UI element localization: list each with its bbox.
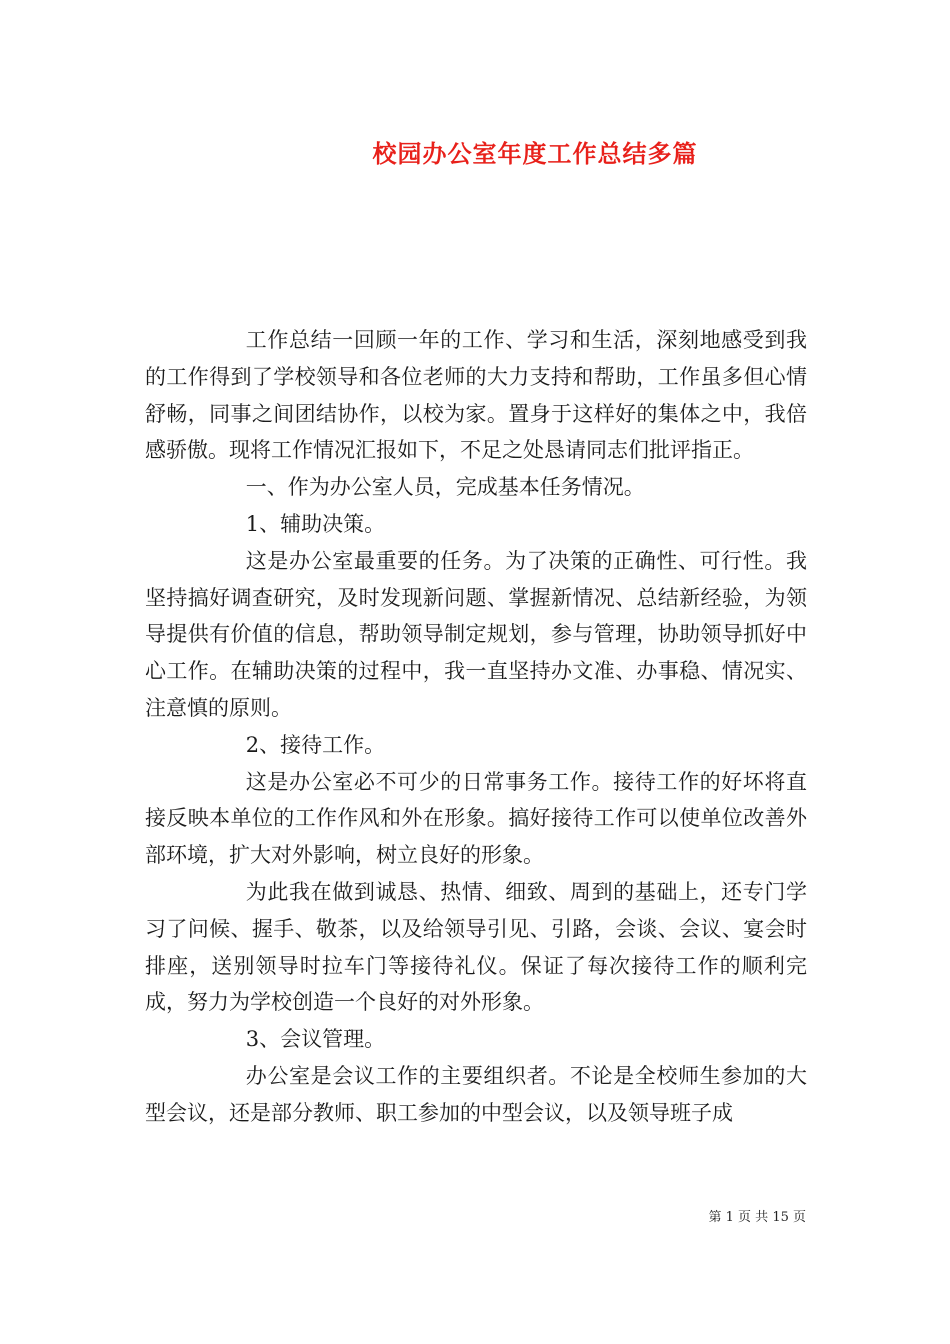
subheading-meeting-management: 3、会议管理。 [245, 1027, 386, 1052]
paragraph-reception: 这是办公室必不可少的日常事务工作。接待工作的好坏将直接反映本单位的工作作风和外在形象。搞好接待工作可以使单位改善外部环境，扩大对外影响，树立良好的形象。 [145, 769, 807, 868]
paragraph-assist-decision: 这是办公室最重要的任务。为了决策的正确性、可行性。我坚持搞好调查研究，及时发现新问题、掌握新情况、总结新经验，为领导提供有价值的信息，帮助领导制定规划，参与管理，协助领导抓好中心工作。在辅助决策的过程中，我一直坚持办文准、办事稳、情况实、注意慎的原则。 [145, 548, 807, 720]
page-number-footer: 第 1 页 共 15 页 [708, 1210, 806, 1225]
paragraph-reception-etiquette: 为此我在做到诚恳、热情、细致、周到的基础上，还专门学习了问候、握手、敬茶，以及给领导引见、引路，会谈、会议、宴会时排座，送别领导时拉车门等接待礼仪。保证了每次接待工作的顺利完成，努力为学校创造一个良好的对外形象。 [145, 879, 807, 1015]
document-body [145, 322, 807, 1132]
paragraph-meeting-management: 办公室是会议工作的主要组织者。不论是全校师生参加的大型会议，还是部分教师、职工参加的中型会议，以及领导班子成 [145, 1063, 807, 1125]
subheading-reception: 2、接待工作。 [245, 732, 386, 757]
section-heading-1: 一、作为办公室人员，完成基本任务情况。 [245, 475, 645, 500]
subheading-assist-decision: 1、辅助决策。 [245, 511, 386, 536]
paragraph-intro: 工作总结一回顾一年的工作、学习和生活，深刻地感受到我的工作得到了学校领导和各位老师的大力支持和帮助，工作虽多但心情舒畅，同事之间团结协作，以校为家。置身于这样好的集体之中，我倍感骄傲。现将工作情况汇报如下，不足之处恳请同志们批评指正。 [145, 328, 807, 463]
document-title: 校园办公室年度工作总结多篇 [372, 139, 698, 168]
